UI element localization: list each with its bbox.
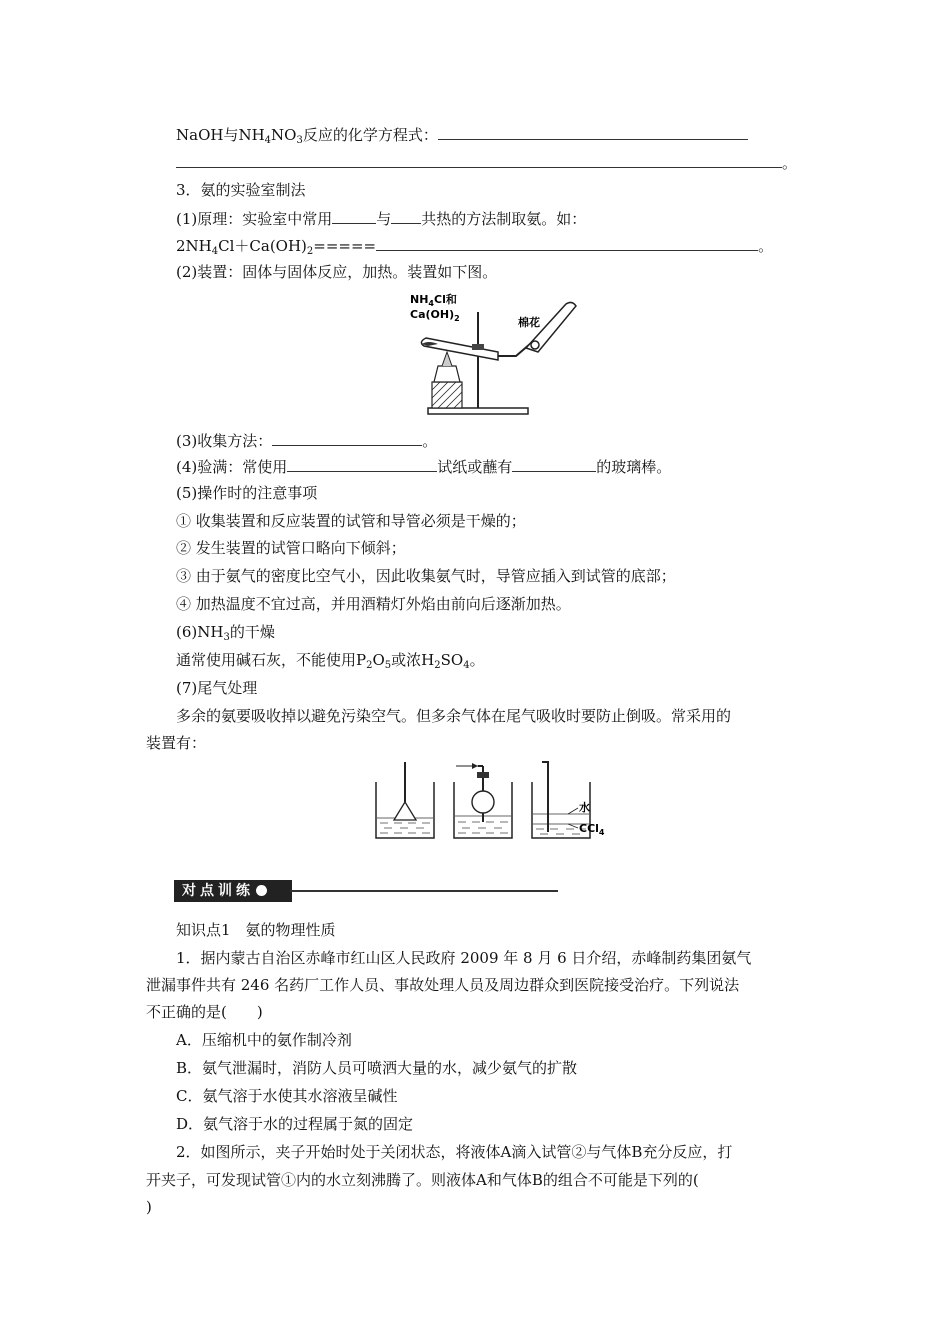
answer-blank — [332, 208, 376, 224]
question-1-text: 泄漏事件共有 246 名药厂工作人员、事故处理人员及周边群众到医院接受治疗。下列说法 — [146, 976, 740, 994]
section-divider — [290, 890, 558, 892]
text-line: (3)收集方法： 。 — [176, 432, 438, 450]
section-header: 对点训练 — [174, 880, 292, 902]
heading-lab-prep: 3．氨的实验室制法 — [176, 181, 306, 199]
text-line: (4)验满：常使用 试纸或蘸有 的玻璃棒。 — [176, 458, 672, 476]
answer-blank — [438, 124, 748, 140]
answer-blank — [512, 456, 596, 472]
section-dot-icon — [256, 885, 267, 896]
text-line: ① 收集装置和反应装置的试管和导管必须是干燥的； — [176, 512, 526, 530]
ccl4-label: CCl$_4$ — [579, 822, 605, 837]
question-2-text: 开夹子，可发现试管①内的水立刻沸腾了。则液体A和气体B的组合不可能是下列的( — [146, 1171, 699, 1189]
absorption-figure — [372, 760, 617, 842]
text-line: ④ 加热温度不宜过高，并用酒精灯外焰由前向后逐渐加热。 — [176, 595, 571, 613]
answer-blank — [287, 456, 437, 472]
answer-blank — [176, 152, 782, 168]
reagent-label-1: $NH_4Cl$和 — [410, 293, 457, 308]
option-c: C．氨气溶于水使其水溶液呈碱性 — [176, 1087, 398, 1105]
text-line: 。 — [176, 152, 797, 173]
question-2-text: ) — [146, 1198, 152, 1216]
answer-blank — [272, 430, 422, 446]
apparatus-figure — [408, 290, 583, 420]
question-1-text: 1．据内蒙古自治区赤峰市红山区人民政府 2009 年 8 月 6 日介绍，赤峰制药集团氨气 — [176, 949, 752, 967]
text-line: ③ 由于氨气的密度比空气小，因此收集氨气时，导管应插入到试管的底部； — [176, 567, 676, 585]
answer-blank — [376, 235, 758, 251]
text-line: $(6)NH_3$的干燥 — [176, 623, 275, 643]
answer-blank — [391, 208, 421, 224]
equation-line: $2NH_4Cl+Ca(OH)_2=====$ 。 — [176, 237, 774, 257]
text-line: 通常使用碱石灰，不能使用$P_2O_5$或浓$H_2SO_4$。 — [176, 651, 485, 671]
text-line: ② 发生装置的试管口略向下倾斜； — [176, 539, 406, 557]
knowledge-point-heading: 知识点1 氨的物理性质 — [176, 921, 336, 939]
option-d: D．氨气溶于水的过程属于氮的固定 — [176, 1115, 414, 1133]
text-line: 多余的氨要吸收掉以避免污染空气。但多余气体在尾气吸收时要防止倒吸。常采用的 — [176, 707, 732, 725]
option-a: A．压缩机中的氨作制冷剂 — [176, 1031, 352, 1049]
reagent-label-2: $Ca(OH)_2$ — [410, 308, 460, 323]
cotton-label: 棉花 — [518, 316, 540, 329]
text-line: (2)装置：固体与固体反应，加热。装置如下图。 — [176, 263, 498, 281]
option-b: B．氨气泄漏时，消防人员可喷洒大量的水，减少氨气的扩散 — [176, 1059, 578, 1077]
water-label: 水 — [579, 801, 590, 814]
text-line: (7)尾气处理 — [176, 679, 258, 697]
text-line: (1)原理：实验室中常用 与 共热的方法制取氨。如： — [176, 210, 587, 228]
text-line: (5)操作时的注意事项 — [176, 484, 318, 502]
question-1-text: 不正确的是( ) — [146, 1003, 263, 1021]
text-line: NaOH与$NH_4NO_3$反应的化学方程式： — [176, 124, 748, 145]
text-line: 装置有： — [146, 734, 207, 752]
question-2-text: 2．如图所示，夹子开始时处于关闭状态，将液体A滴入试管②与气体B充分反应，打 — [176, 1143, 733, 1161]
